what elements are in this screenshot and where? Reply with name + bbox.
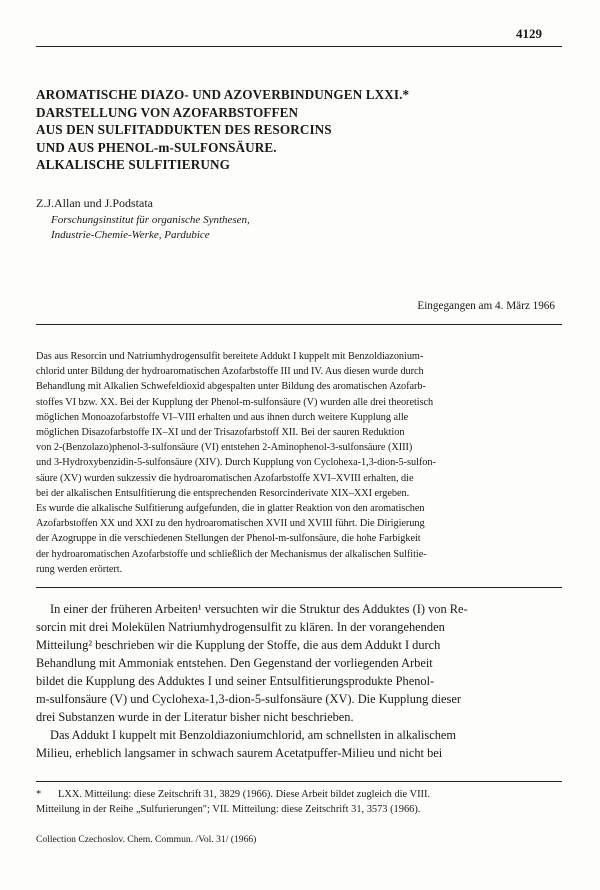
title-line: AROMATISCHE DIAZO- UND AZOVERBINDUNGEN LXXI.* — [36, 87, 410, 102]
title-line: DARSTELLUNG VON AZOFARBSTOFFEN — [36, 104, 299, 120]
footnote-mark: * — [36, 789, 42, 800]
title-line: AUS DEN SULFITADDUKTEN DES RESORCINS — [36, 122, 332, 137]
body-text — [36, 600, 566, 762]
authors: Z.J.Allan und J.Podstata — [36, 196, 153, 210]
body-line: sorcin mit drei Molekülen Natriumhydrogensulfit zu klären. In der vorangehenden — [36, 620, 445, 634]
abstract-line: bei der alkalischen Entsulfitierung die entsprechenden Resorcinderivate XIX–XXI ergeben. — [36, 487, 410, 499]
affiliation-line: Industrie-Chemie-Werke, Pardubice — [51, 229, 210, 241]
abstract-line: Das aus Resorcin und Natriumhydrogensulfit bereitete Addukt I kuppelt mit Benzoldiazonium- — [36, 351, 424, 362]
body-line: Behandlung mit Ammoniak entstehen. Den Gegenstand der vorliegenden Arbeit — [36, 656, 433, 670]
abstract-line: Behandlung mit Alkalien Schwefeldioxid abgespalten unter Bildung des aromatischen Azofarb- — [36, 381, 426, 393]
journal-citation: Collection Czechoslov. Chem. Commun. /Vol. 31/ (1966) — [36, 834, 257, 845]
abstract — [36, 324, 562, 588]
abstract-line: rung werden erörtert. — [36, 563, 123, 575]
abstract-line: säure (XV) wurden sukzessiv die hydroaromatischen Azofarbstoffe XVI–XVIII erhalten, die — [36, 472, 414, 484]
footnote-rule — [36, 781, 562, 782]
abstract-line: der Azogruppe in die verschiedenen Stellungen der Phenol-m-sulfonsäure, die hohe Farbigkeit — [36, 533, 421, 545]
article-title — [36, 86, 556, 174]
body-line: Das Addukt I kuppelt mit Benzoldiazoniumchlorid, am schnellsten in alkalischem — [50, 728, 457, 742]
abstract-line: der hydroaromatischen Azofarbstoffe und schließlich der Mechanismus der alkalischen Sulfitie- — [36, 548, 427, 560]
abstract-line: von 2-(Benzolazo)phenol-3-sulfonsäure (VI) entstehen 2-Aminophenol-3-sulfonsäure (XIII) — [36, 442, 413, 454]
body-line: m-sulfonsäure (V) und Cyclohexa-1,3-dion-5-sulfonsäure (XV). Die Kupplung dieser — [36, 692, 461, 706]
footnote-line: Mitteilung in der Reihe „Sulfurierungen"; VII. Mitteilung: diese Zeitschrift 31, 3573 (1966). — [36, 804, 421, 815]
abstract-line: Azofarbstoffen XX und XXI zu den hydroaromatischen XVII und XVIII führt. Die Dirigierung — [36, 518, 425, 530]
received-date: Eingegangen am 4. März 1966 — [417, 300, 555, 312]
body-line: In einer der früheren Arbeiten¹ versuchten wir die Struktur des Adduktes (I) von Re- — [50, 602, 468, 616]
abstract-line: möglichen Disazofarbstoffe IX–XI und der Trisazofarbstoff XII. Bei der sauren Reduktion — [36, 427, 405, 439]
title-line: ALKALISCHE SULFITIERUNG — [36, 157, 230, 172]
body-line: Milieu, erheblich langsamer in schwach saurem Acetatpuffer-Milieu und nicht bei — [36, 746, 443, 760]
footnote-line — [36, 787, 566, 802]
header-rule — [36, 46, 562, 47]
title-line: UND AUS PHENOL-m-SULFONSÄURE. — [36, 139, 277, 155]
abstract-line: und 3-Hydroxybenzidin-5-sulfonsäure (XIV). Durch Kupplung von Cyclohexa-1,3-dion-5-sulfon- — [36, 457, 436, 469]
page-number: 4129 — [516, 26, 542, 41]
footnote-text: LXX. Mitteilung: diese Zeitschrift 31, 3829 (1966). Diese Arbeit bildet zugleich die VIII. — [58, 789, 431, 800]
abstract-line: möglichen Monoazofarbstoffe VI–VIII erhalten und aus ihnen durch weitere Kupplung alle — [36, 411, 409, 423]
footnote — [36, 787, 566, 817]
body-line: Mitteilung² beschrieben wir die Kupplung der Stoffe, die aus dem Addukt I durch — [36, 638, 441, 652]
abstract-line: chlorid unter Bildung der hydroaromatischen Azofarbstoffe III und IV. Aus diesen wurde durch — [36, 366, 424, 378]
abstract-line: stoffes VI bzw. XX. Bei der Kupplung der Phenol-m-sulfonsäure (V) wurden alle drei theoretisch — [36, 396, 434, 408]
affiliation-line: Forschungsinstitut für organische Synthesen, — [51, 214, 250, 226]
body-line: drei Substanzen wurde in der Literatur bisher nicht beschrieben. — [36, 710, 354, 724]
abstract-line: Es wurde die alkalische Sulfitierung aufgefunden, die in glatter Reaktion von den aromatischen — [36, 503, 425, 515]
affiliation — [51, 213, 250, 243]
body-line: bildet die Kupplung des Adduktes I und seiner Entsulfitierungsprodukte Phenol- — [36, 674, 435, 688]
